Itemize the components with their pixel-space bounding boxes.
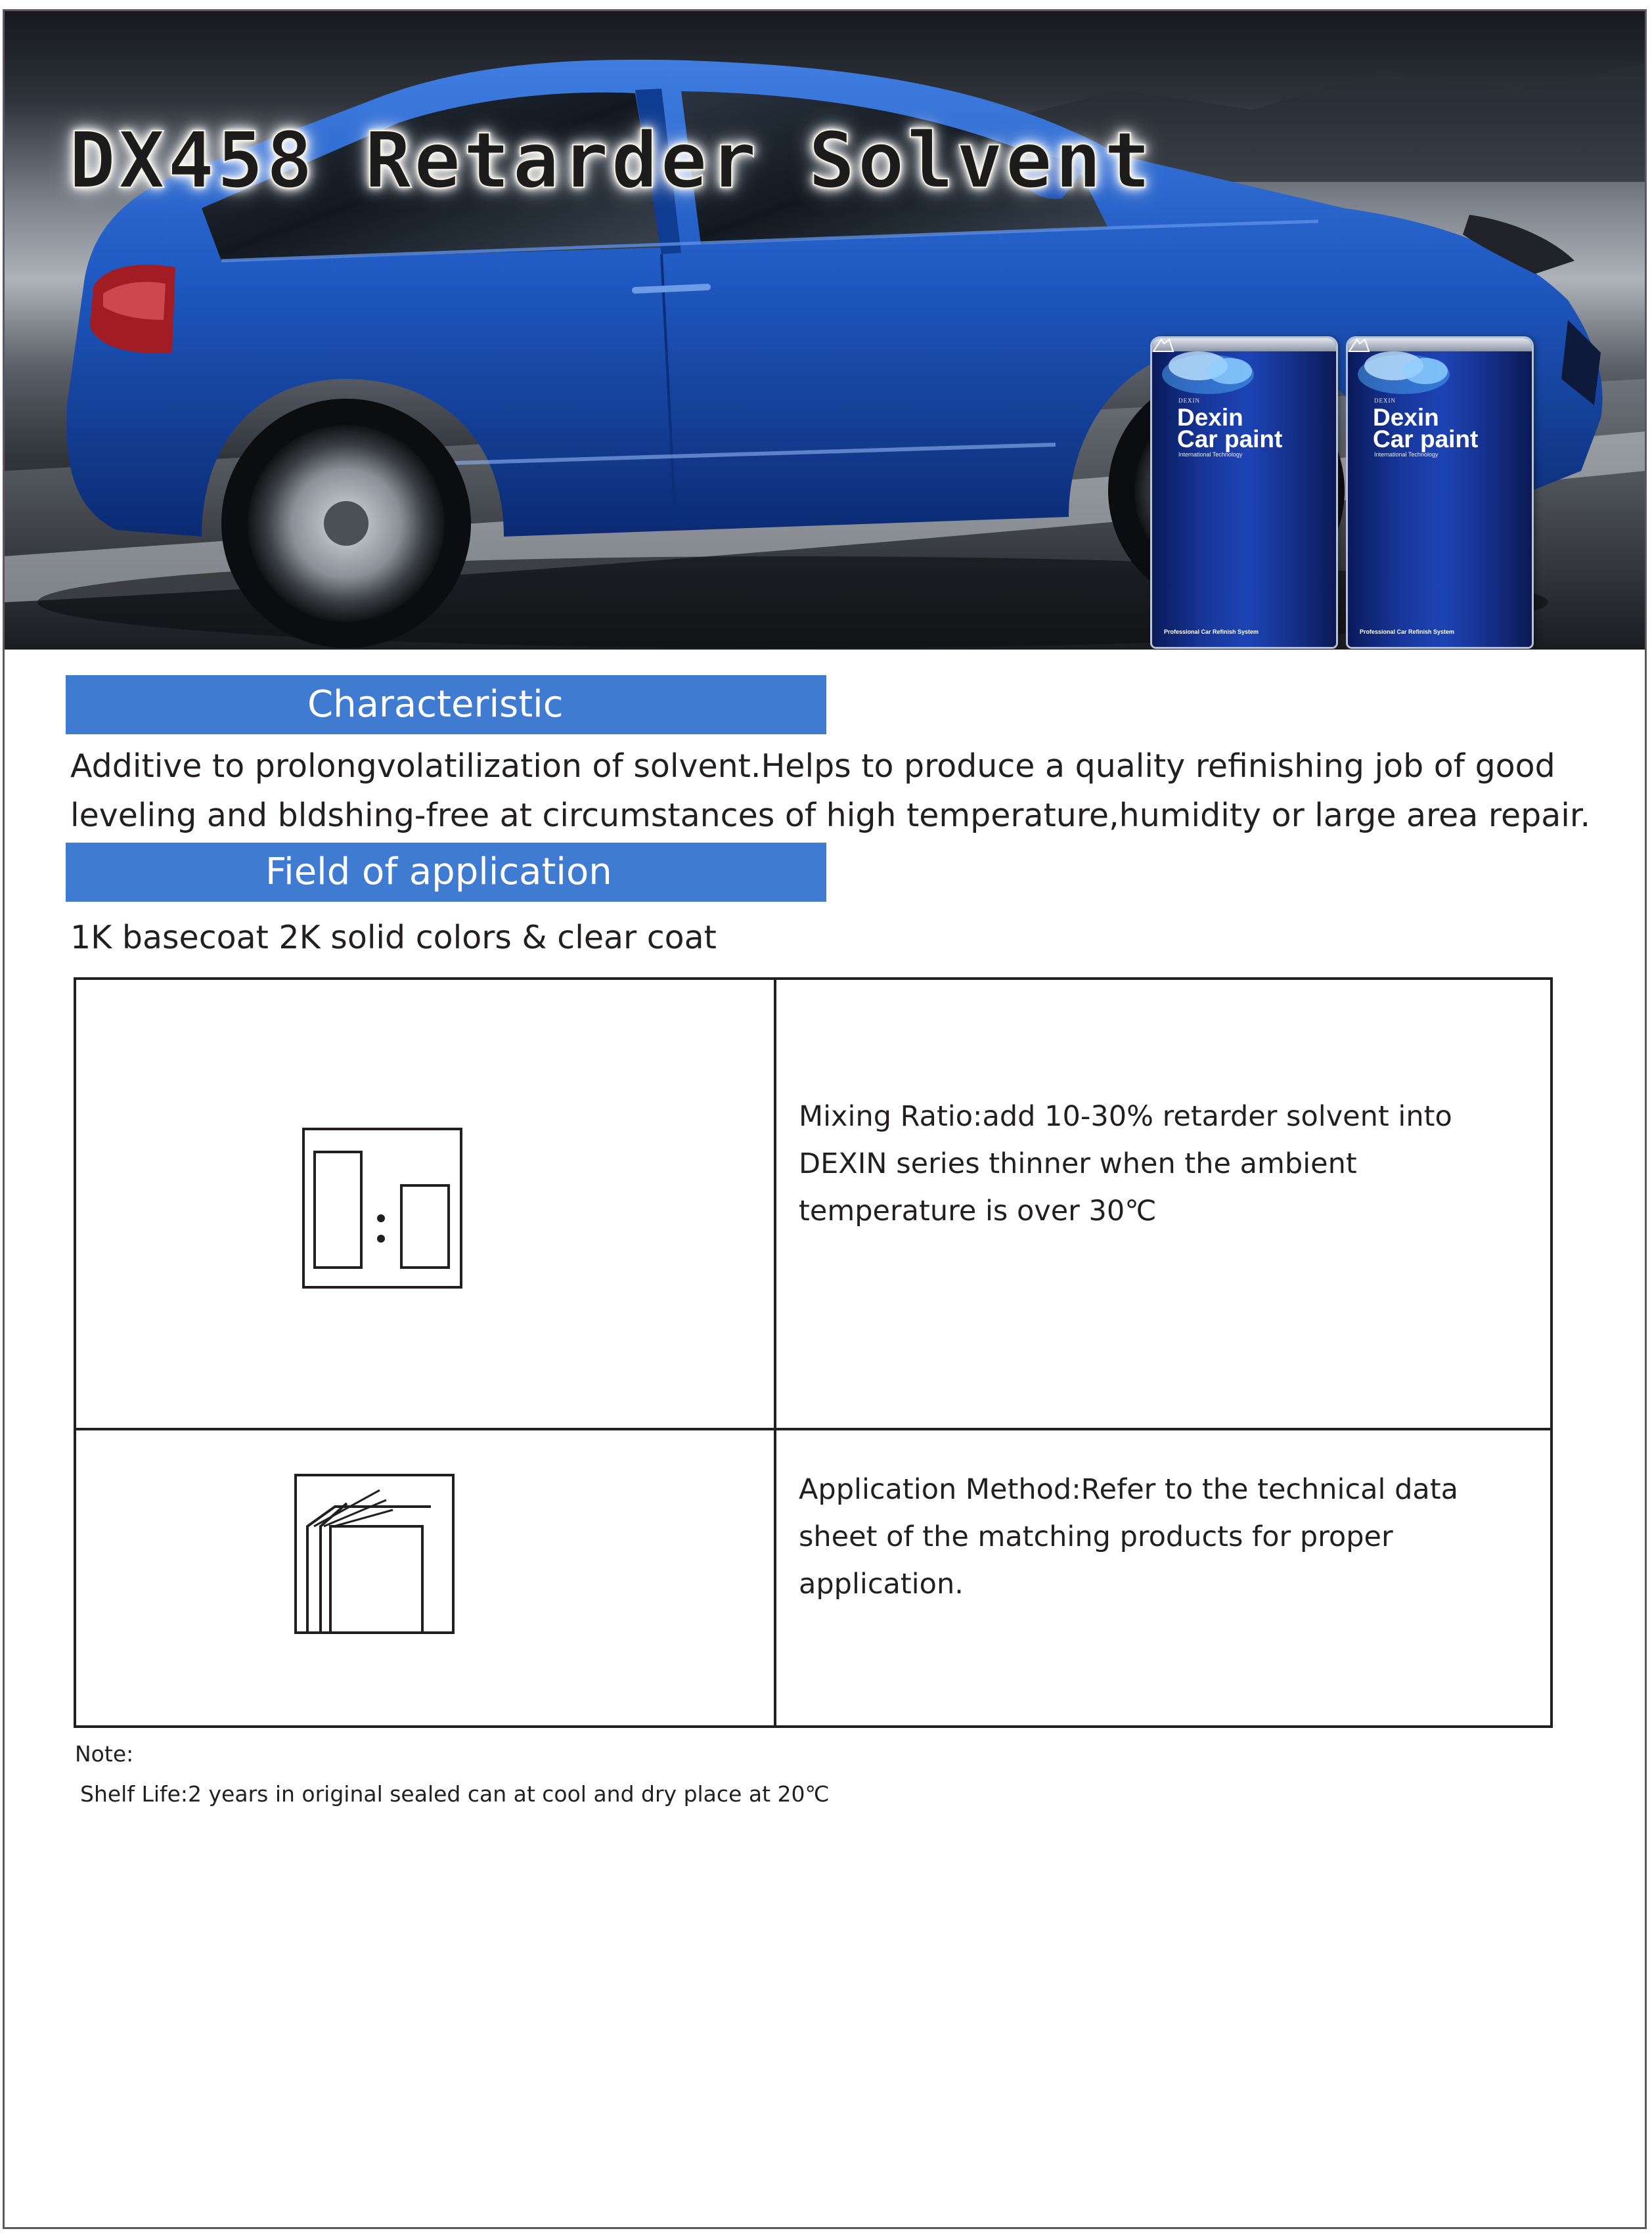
can-brand-line2: Car paint [1177,426,1283,453]
application-method-icon [294,1474,455,1634]
note-label: Note: [75,1741,134,1767]
can-maker: DEXIN [1178,397,1200,404]
column-divider [774,1430,776,1725]
swirl-graphic-icon [1348,338,1460,397]
can-brand-line1: Dexin [1177,404,1243,431]
can-brand-line2: Car paint [1373,426,1479,453]
hero-banner [5,11,1645,650]
swirl-graphic-icon [1152,338,1264,397]
characteristic-text [70,741,1590,840]
application-method-text: Application Method:Refer to the technical data sheet of the matching products for proper application. [799,1473,1458,1601]
can-tagline: International Technology [1178,451,1243,458]
can-brand [1373,404,1479,453]
product-can-2 [1348,338,1532,647]
characteristic-line: Additive to prolongvolatilization of solvent.Helps to produce a quality refinishing job of good [70,747,1555,785]
can-footer: Professional Car Refinish System [1360,629,1455,635]
characteristic-line: leveling and bldshing-free at circumstances of high temperature,humidity or large area repair. [70,797,1591,834]
table-row-mixing-ratio [76,980,1550,1430]
spec-table [74,977,1553,1728]
can-maker: DEXIN [1374,397,1396,404]
field-of-application-text: 1K basecoat 2K solid colors & clear coat [70,919,717,956]
can-tagline: International Technology [1374,451,1439,458]
can-brand [1177,404,1283,453]
mixing-ratio-text: Mixing Ratio:add 10-30% retarder solvent into DEXIN series thinner when the ambient temperature is over 30℃ [799,1100,1452,1227]
field-of-application-heading: Field of application [66,843,826,902]
shelf-life-note: Shelf Life:2 years in original sealed can at cool and dry place at 20℃ [80,1781,830,1807]
mixing-ratio-icon [302,1128,462,1289]
column-divider [774,980,776,1428]
table-row-application-method [76,1430,1550,1725]
can-brand-line1: Dexin [1373,404,1439,431]
can-footer: Professional Car Refinish System [1164,629,1259,635]
characteristic-heading: Characteristic [66,675,826,734]
product-can-1 [1152,338,1336,647]
product-title: DX458 Retarder Solvent [69,115,1153,206]
